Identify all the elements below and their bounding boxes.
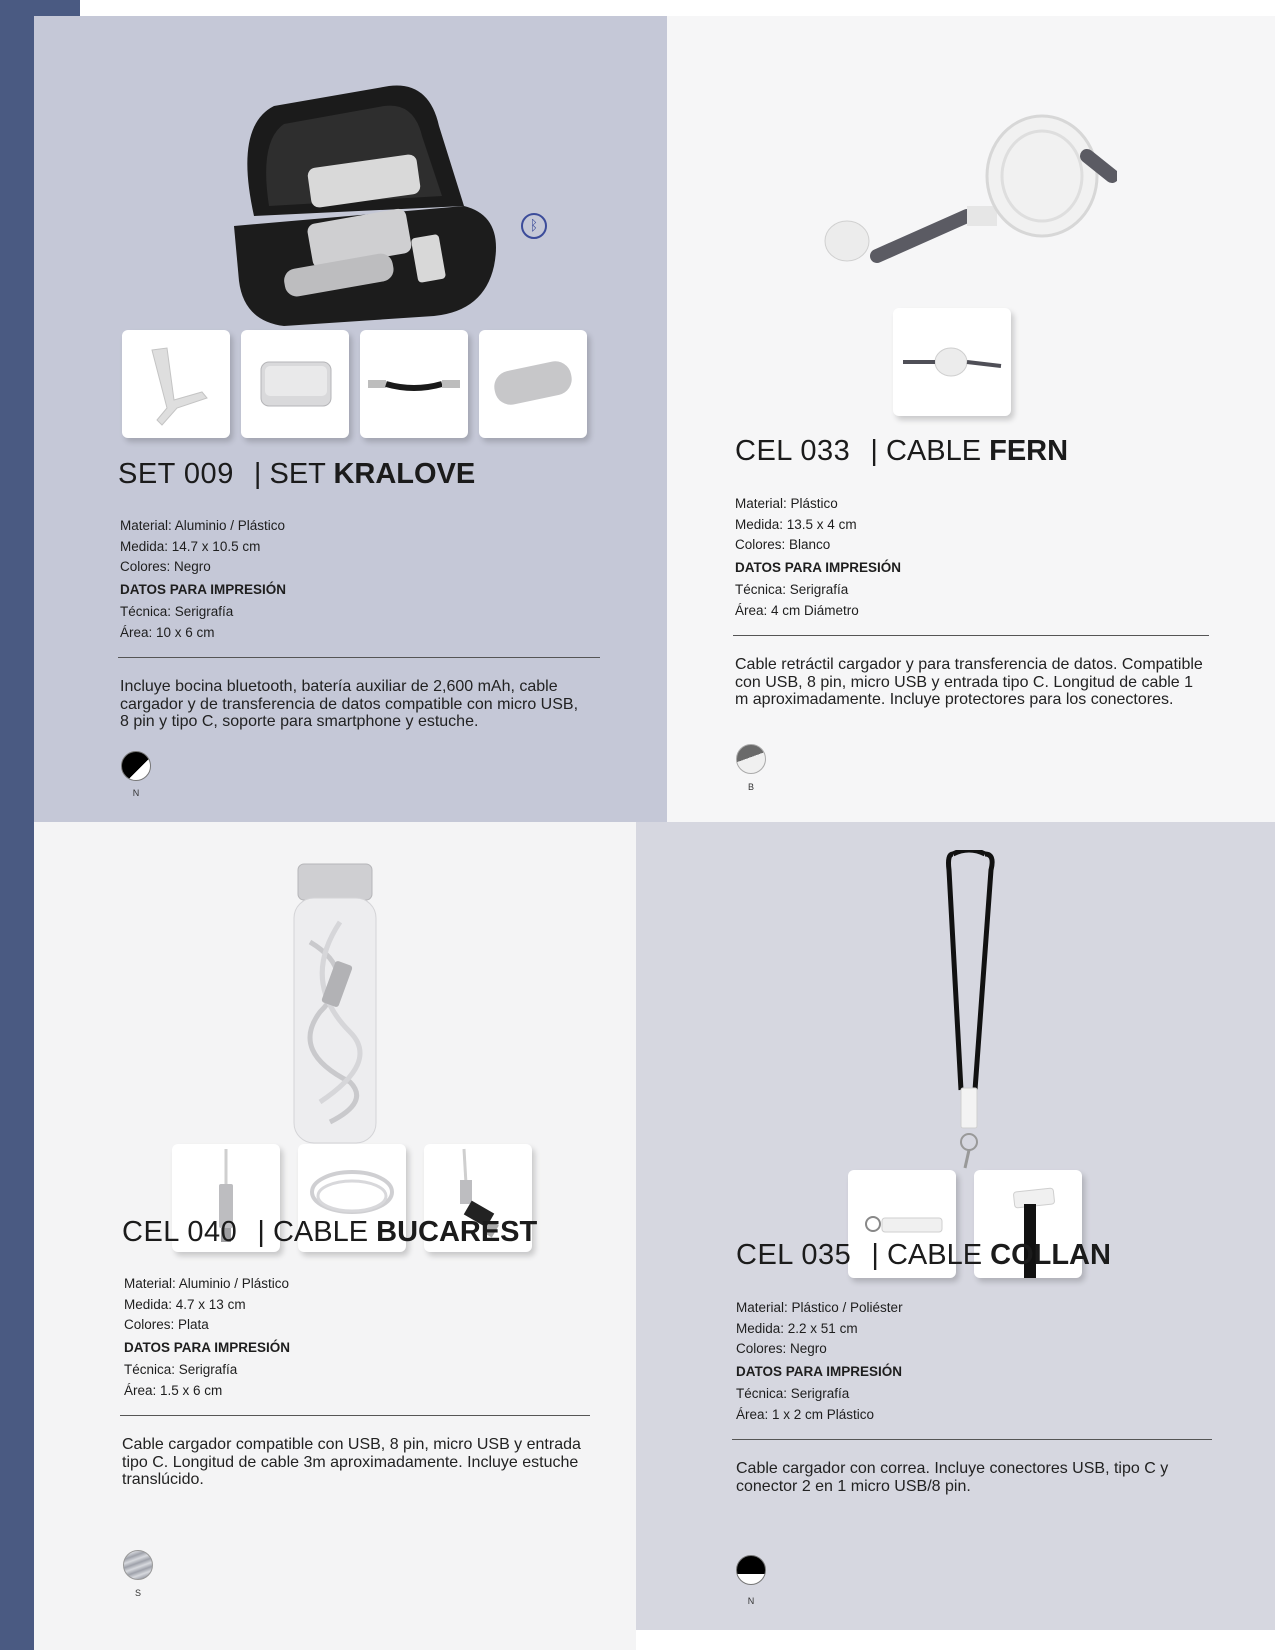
print-data-header: DATOS PARA IMPRESIÓN [736,1363,903,1379]
print-technique: Técnica: Serigrafía [120,604,234,619]
print-area: Área: 10 x 6 cm [120,624,215,640]
color-code: N [132,788,140,798]
spec-size: Medida: 2.2 x 51 cm [736,1320,858,1336]
product-panel-set-009 [34,16,667,822]
product-panel-cel-035 [636,822,1275,1630]
title-separator: | [870,435,878,467]
thumbnail-cable[interactable] [360,330,468,438]
product-name-light: CABLE [886,1239,983,1271]
title-separator: | [257,1216,265,1248]
product-name-bold: COLLAN [990,1239,1111,1271]
product-title [735,435,1068,468]
color-code: B [747,782,754,792]
color-swatch[interactable] [736,1555,766,1585]
spec-colors: Colores: Blanco [735,537,831,552]
product-title [736,1239,1111,1272]
spec-size: Medida: 14.7 x 10.5 cm [120,538,261,554]
product-name-light: CABLE [885,435,982,467]
product-name-bold: KRALOVE [333,458,476,490]
print-data-header: DATOS PARA IMPRESIÓN [120,581,287,597]
color-swatch[interactable] [736,744,766,774]
thumbnail-speaker[interactable] [241,330,349,438]
bluetooth-icon: ᛒ [521,213,547,239]
product-description: Cable retráctil cargador y para transferencia de datos. Compatible con USB, 8 pin, micro USB y entrada tipo C. Longitud de cable 1 m aproximadamente. Incluye protectores para los conectores. [735,656,1203,708]
product-image-retractable-cable [817,106,1117,286]
product-name-light: SET [269,458,326,490]
spec-material: Material: Plástico / Poliéster [736,1300,903,1315]
print-area: Área: 1 x 2 cm Plástico [736,1406,875,1422]
spec-material: Material: Aluminio / Plástico [120,518,286,533]
print-technique: Técnica: Serigrafía [735,582,849,597]
product-name-light: CABLE [272,1216,369,1248]
product-description: Cable cargador con correa. Incluye conectores USB, tipo C y conector 2 en 1 micro USB/8 pin. [736,1460,1169,1495]
spec-colors: Colores: Plata [124,1317,209,1332]
spec-material: Material: Aluminio / Plástico [124,1276,290,1291]
product-image-case [214,66,534,326]
product-panel-cel-033 [667,16,1275,822]
thumbnail-battery[interactable] [479,330,587,438]
title-separator: | [871,1239,879,1271]
print-area: Área: 1.5 x 6 cm [124,1382,223,1398]
divider [118,657,600,658]
product-description: Incluye bocina bluetooth, batería auxiliar de 2,600 mAh, cable cargador y de transferencia de datos compatible con micro USB, 8 pin y tipo C, soporte para smartphone y estuche. [120,678,579,730]
product-name-bold: FERN [989,435,1069,467]
product-title [122,1216,537,1249]
product-specs [124,1274,290,1401]
print-technique: Técnica: Serigrafía [124,1362,238,1377]
divider [733,635,1209,636]
spec-size: Medida: 4.7 x 13 cm [124,1296,246,1312]
product-code: SET 009 [118,458,234,490]
product-code: CEL 040 [122,1216,238,1248]
product-code: CEL 035 [736,1239,852,1271]
print-data-header: DATOS PARA IMPRESIÓN [124,1339,291,1355]
print-area: Área: 4 cm Diámetro [735,602,859,618]
title-separator: | [253,458,262,490]
product-specs [735,494,901,621]
product-specs [120,516,286,643]
product-title [118,458,475,491]
product-name-bold: BUCAREST [376,1216,538,1248]
thumbnail-stand[interactable] [122,330,230,438]
print-data-header: DATOS PARA IMPRESIÓN [735,559,902,575]
product-image-tube [270,862,400,1152]
color-swatch[interactable] [123,1550,153,1580]
spec-colors: Colores: Negro [120,559,211,574]
color-code: S [134,1588,141,1598]
product-description: Cable cargador compatible con USB, 8 pin, micro USB y entrada tipo C. Longitud de cable 3m aproximadamente. Incluye estuche translúcido. [122,1436,581,1488]
color-code: N [747,1596,755,1606]
spec-size: Medida: 13.5 x 4 cm [735,516,857,532]
color-swatch[interactable] [121,751,151,781]
print-technique: Técnica: Serigrafía [736,1386,850,1401]
spec-material: Material: Plástico [735,496,838,511]
spec-colors: Colores: Negro [736,1341,827,1356]
thumbnail-retractable-cable[interactable] [893,308,1011,416]
divider [732,1439,1212,1440]
divider [120,1415,590,1416]
product-image-lanyard [941,850,1001,1180]
product-panel-cel-040 [34,822,636,1650]
product-specs [736,1298,903,1425]
product-code: CEL 033 [735,435,851,467]
